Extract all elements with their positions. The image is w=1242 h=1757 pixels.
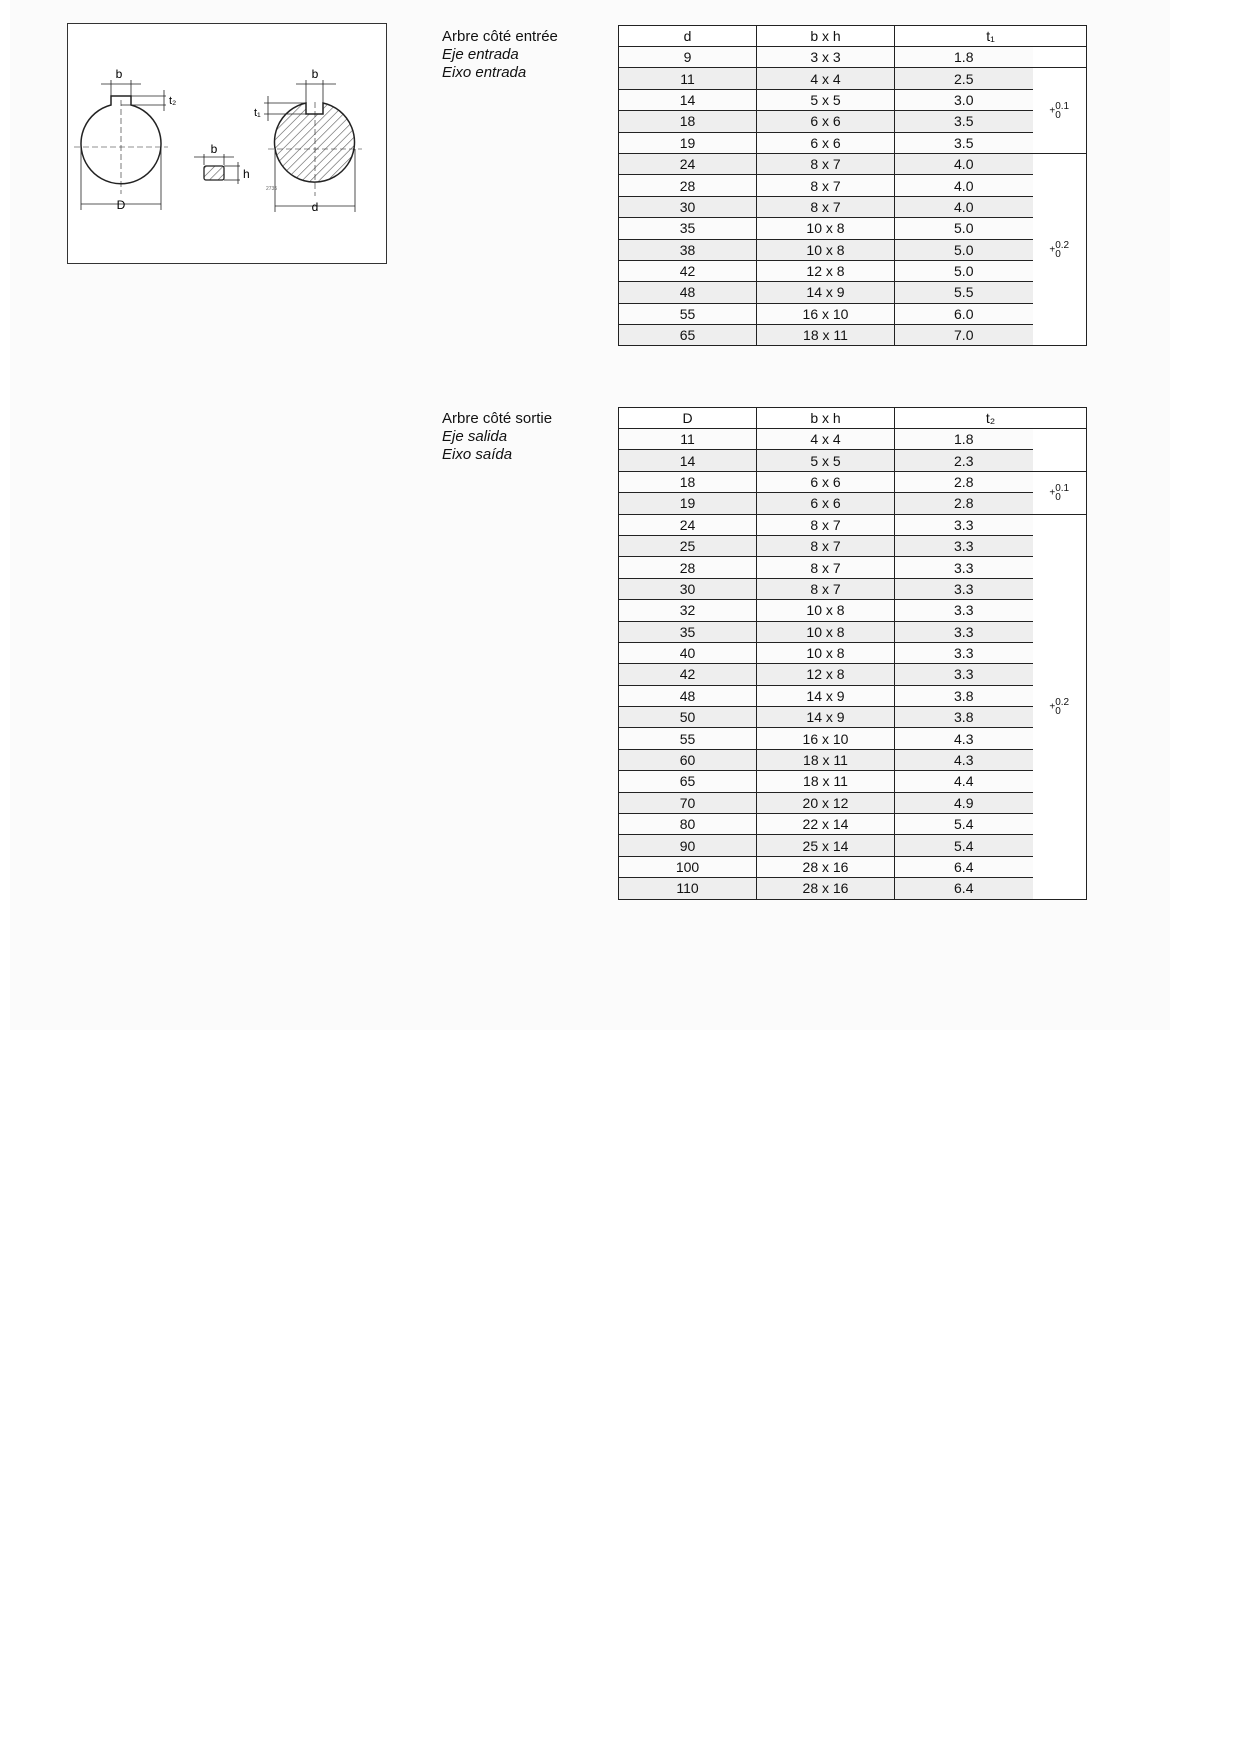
title-pt: Eixo entrada xyxy=(442,64,527,81)
table-row xyxy=(619,132,1087,153)
table-row xyxy=(619,878,1087,899)
cell-key-size: 4 x 4 xyxy=(757,429,895,450)
cell-diameter: 42 xyxy=(619,260,757,281)
header-D: D xyxy=(619,408,757,429)
cell-depth: 4.0 xyxy=(895,196,1033,217)
cell-key-size: 20 x 12 xyxy=(757,792,895,813)
cell-depth: 1.8 xyxy=(895,47,1033,68)
cell-depth: 4.0 xyxy=(895,153,1033,174)
output-shaft-table xyxy=(618,407,1087,900)
title-es: Eje entrada xyxy=(442,46,519,63)
cell-key-size: 4 x 4 xyxy=(757,68,895,89)
cell-key-size: 5 x 5 xyxy=(757,450,895,471)
table-row xyxy=(619,68,1087,89)
cell-depth: 3.8 xyxy=(895,685,1033,706)
cell-depth: 4.4 xyxy=(895,771,1033,792)
cell-depth: 2.3 xyxy=(895,450,1033,471)
cell-key-size: 18 x 11 xyxy=(757,771,895,792)
cell-diameter: 60 xyxy=(619,749,757,770)
table-row xyxy=(619,196,1087,217)
table-row xyxy=(619,749,1087,770)
table-row xyxy=(619,325,1087,346)
table-row xyxy=(619,578,1087,599)
input-shaft-titles xyxy=(442,28,558,82)
cell-depth: 5.4 xyxy=(895,814,1033,835)
label-t1: t₁ xyxy=(254,107,261,119)
tolerance-plus: + xyxy=(1049,487,1056,499)
cell-depth: 6.4 xyxy=(895,878,1033,899)
cell-key-size: 10 x 8 xyxy=(757,642,895,663)
table-row xyxy=(619,557,1087,578)
cell-key-size: 8 x 7 xyxy=(757,514,895,535)
cell-diameter: 30 xyxy=(619,196,757,217)
cell-key-size: 8 x 7 xyxy=(757,196,895,217)
table-row xyxy=(619,685,1087,706)
cell-key-size: 10 x 8 xyxy=(757,600,895,621)
cell-depth: 3.3 xyxy=(895,664,1033,685)
cell-diameter: 24 xyxy=(619,153,757,174)
cell-key-size: 18 x 11 xyxy=(757,325,895,346)
cell-diameter: 55 xyxy=(619,728,757,749)
key-icon xyxy=(194,154,240,184)
tolerance-empty xyxy=(1033,47,1087,68)
cell-diameter: 48 xyxy=(619,282,757,303)
cell-depth: 4.3 xyxy=(895,749,1033,770)
cell-depth: 4.9 xyxy=(895,792,1033,813)
table-row xyxy=(619,153,1087,174)
cell-diameter: 55 xyxy=(619,303,757,324)
cell-key-size: 6 x 6 xyxy=(757,493,895,514)
tolerance-plus: + xyxy=(1049,105,1056,117)
table-header xyxy=(619,26,1087,47)
tolerance-values xyxy=(1055,241,1069,259)
table-row xyxy=(619,728,1087,749)
table-row xyxy=(619,707,1087,728)
input-shaft-table xyxy=(618,25,1087,346)
tolerance-cell xyxy=(1033,68,1087,154)
header-bxh: b x h xyxy=(757,408,895,429)
table-row xyxy=(619,175,1087,196)
cell-key-size: 5 x 5 xyxy=(757,89,895,110)
cell-diameter: 18 xyxy=(619,471,757,492)
tolerance-upper: 0.1 xyxy=(1055,482,1070,494)
cell-key-size: 22 x 14 xyxy=(757,814,895,835)
output-shaft-titles xyxy=(442,410,552,464)
cell-diameter: 9 xyxy=(619,47,757,68)
cell-diameter: 32 xyxy=(619,600,757,621)
tolerance-cell xyxy=(1033,153,1087,346)
cell-diameter: 38 xyxy=(619,239,757,260)
header-t1: t₁ xyxy=(895,26,1087,47)
cell-diameter: 90 xyxy=(619,835,757,856)
cell-depth: 6.0 xyxy=(895,303,1033,324)
cell-diameter: 80 xyxy=(619,814,757,835)
cell-depth: 2.8 xyxy=(895,471,1033,492)
shaft-section-icon xyxy=(264,80,362,212)
cell-key-size: 28 x 16 xyxy=(757,856,895,877)
cell-depth: 5.0 xyxy=(895,239,1033,260)
cell-diameter: 14 xyxy=(619,89,757,110)
label-d: d xyxy=(311,200,319,214)
table-row xyxy=(619,260,1087,281)
cell-diameter: 24 xyxy=(619,514,757,535)
cell-diameter: 42 xyxy=(619,664,757,685)
cell-diameter: 35 xyxy=(619,621,757,642)
cell-depth: 3.3 xyxy=(895,535,1033,556)
tolerance-upper: 0.2 xyxy=(1055,239,1070,251)
table-row xyxy=(619,514,1087,535)
cell-depth: 2.5 xyxy=(895,68,1033,89)
cell-depth: 5.0 xyxy=(895,218,1033,239)
cell-key-size: 3 x 3 xyxy=(757,47,895,68)
header-bxh: b x h xyxy=(757,26,895,47)
cell-diameter: 70 xyxy=(619,792,757,813)
cell-key-size: 6 x 6 xyxy=(757,111,895,132)
cell-key-size: 6 x 6 xyxy=(757,471,895,492)
cell-key-size: 25 x 14 xyxy=(757,835,895,856)
tolerance-lower: 0 xyxy=(1055,491,1061,503)
cell-diameter: 40 xyxy=(619,642,757,663)
cell-depth: 3.5 xyxy=(895,111,1033,132)
label-b-key: b xyxy=(210,142,218,156)
title-es: Eje salida xyxy=(442,428,508,445)
cell-key-size: 8 x 7 xyxy=(757,578,895,599)
cell-diameter: 100 xyxy=(619,856,757,877)
table-row xyxy=(619,47,1087,68)
cell-depth: 7.0 xyxy=(895,325,1033,346)
keyway-diagram xyxy=(67,23,387,264)
table-row xyxy=(619,642,1087,663)
cell-depth: 3.8 xyxy=(895,707,1033,728)
cell-diameter: 11 xyxy=(619,68,757,89)
cell-diameter: 19 xyxy=(619,132,757,153)
cell-depth: 5.5 xyxy=(895,282,1033,303)
tolerance-plus: + xyxy=(1049,701,1056,713)
table-row xyxy=(619,771,1087,792)
cell-depth: 3.3 xyxy=(895,621,1033,642)
tolerance-values xyxy=(1055,484,1069,502)
cell-diameter: 18 xyxy=(619,111,757,132)
table-row xyxy=(619,471,1087,492)
cell-diameter: 11 xyxy=(619,429,757,450)
cell-key-size: 12 x 8 xyxy=(757,260,895,281)
label-t2: t₂ xyxy=(169,95,177,107)
cell-diameter: 19 xyxy=(619,493,757,514)
figure-code: 2735 xyxy=(266,186,278,192)
table-row xyxy=(619,450,1087,471)
cell-key-size: 10 x 8 xyxy=(757,239,895,260)
cell-diameter: 65 xyxy=(619,771,757,792)
cell-key-size: 12 x 8 xyxy=(757,664,895,685)
tolerance-lower: 0 xyxy=(1055,248,1061,260)
cell-diameter: 28 xyxy=(619,557,757,578)
cell-depth: 1.8 xyxy=(895,429,1033,450)
cell-diameter: 25 xyxy=(619,535,757,556)
title-pt: Eixo saída xyxy=(442,446,513,463)
hub-bore-icon xyxy=(74,80,168,210)
table-row xyxy=(619,493,1087,514)
table-row xyxy=(619,535,1087,556)
label-h: h xyxy=(243,167,250,181)
tolerance-upper: 0.1 xyxy=(1055,100,1070,112)
tolerance-plus: + xyxy=(1049,244,1056,256)
cell-key-size: 8 x 7 xyxy=(757,535,895,556)
cell-depth: 5.4 xyxy=(895,835,1033,856)
label-b-shaft: b xyxy=(311,67,319,81)
cell-key-size: 16 x 10 xyxy=(757,728,895,749)
tolerance-upper: 0.2 xyxy=(1055,696,1070,708)
label-D: D xyxy=(116,198,126,212)
table-header xyxy=(619,408,1087,429)
cell-depth: 3.3 xyxy=(895,514,1033,535)
cell-depth: 5.0 xyxy=(895,260,1033,281)
cell-key-size: 14 x 9 xyxy=(757,707,895,728)
cell-depth: 4.0 xyxy=(895,175,1033,196)
cell-diameter: 110 xyxy=(619,878,757,899)
cell-diameter: 65 xyxy=(619,325,757,346)
table-row xyxy=(619,792,1087,813)
tolerance-empty xyxy=(1033,429,1087,472)
cell-depth: 3.0 xyxy=(895,89,1033,110)
cell-key-size: 6 x 6 xyxy=(757,132,895,153)
cell-key-size: 8 x 7 xyxy=(757,175,895,196)
tolerance-cell xyxy=(1033,471,1087,514)
cell-depth: 4.3 xyxy=(895,728,1033,749)
cell-diameter: 48 xyxy=(619,685,757,706)
table-row xyxy=(619,814,1087,835)
table-row xyxy=(619,835,1087,856)
cell-diameter: 14 xyxy=(619,450,757,471)
table-row xyxy=(619,111,1087,132)
cell-key-size: 10 x 8 xyxy=(757,218,895,239)
keyway-drawing xyxy=(68,24,388,265)
cell-key-size: 14 x 9 xyxy=(757,685,895,706)
tolerance-cell xyxy=(1033,514,1087,899)
tolerance-values xyxy=(1055,698,1069,716)
cell-depth: 3.3 xyxy=(895,600,1033,621)
cell-depth: 3.3 xyxy=(895,557,1033,578)
header-d: d xyxy=(619,26,757,47)
cell-depth: 6.4 xyxy=(895,856,1033,877)
cell-depth: 3.3 xyxy=(895,578,1033,599)
table-row xyxy=(619,239,1087,260)
cell-diameter: 30 xyxy=(619,578,757,599)
table-row xyxy=(619,856,1087,877)
cell-diameter: 28 xyxy=(619,175,757,196)
table-row xyxy=(619,621,1087,642)
tolerance-lower: 0 xyxy=(1055,705,1061,717)
table-row xyxy=(619,664,1087,685)
table-row xyxy=(619,600,1087,621)
cell-key-size: 16 x 10 xyxy=(757,303,895,324)
tolerance-lower: 0 xyxy=(1055,109,1061,121)
cell-key-size: 28 x 16 xyxy=(757,878,895,899)
tolerance-values xyxy=(1055,102,1069,120)
cell-depth: 2.8 xyxy=(895,493,1033,514)
header-t2: t₂ xyxy=(895,408,1087,429)
title-fr: Arbre côté sortie xyxy=(442,410,553,427)
cell-key-size: 14 x 9 xyxy=(757,282,895,303)
title-fr: Arbre côté entrée xyxy=(442,28,558,45)
cell-diameter: 35 xyxy=(619,218,757,239)
table-row xyxy=(619,282,1087,303)
cell-diameter: 50 xyxy=(619,707,757,728)
cell-depth: 3.3 xyxy=(895,642,1033,663)
label-b-hub: b xyxy=(115,67,123,81)
cell-key-size: 8 x 7 xyxy=(757,153,895,174)
cell-key-size: 10 x 8 xyxy=(757,621,895,642)
table-row xyxy=(619,429,1087,450)
table-row xyxy=(619,303,1087,324)
cell-key-size: 18 x 11 xyxy=(757,749,895,770)
table-row xyxy=(619,218,1087,239)
table-row xyxy=(619,89,1087,110)
cell-key-size: 8 x 7 xyxy=(757,557,895,578)
cell-depth: 3.5 xyxy=(895,132,1033,153)
